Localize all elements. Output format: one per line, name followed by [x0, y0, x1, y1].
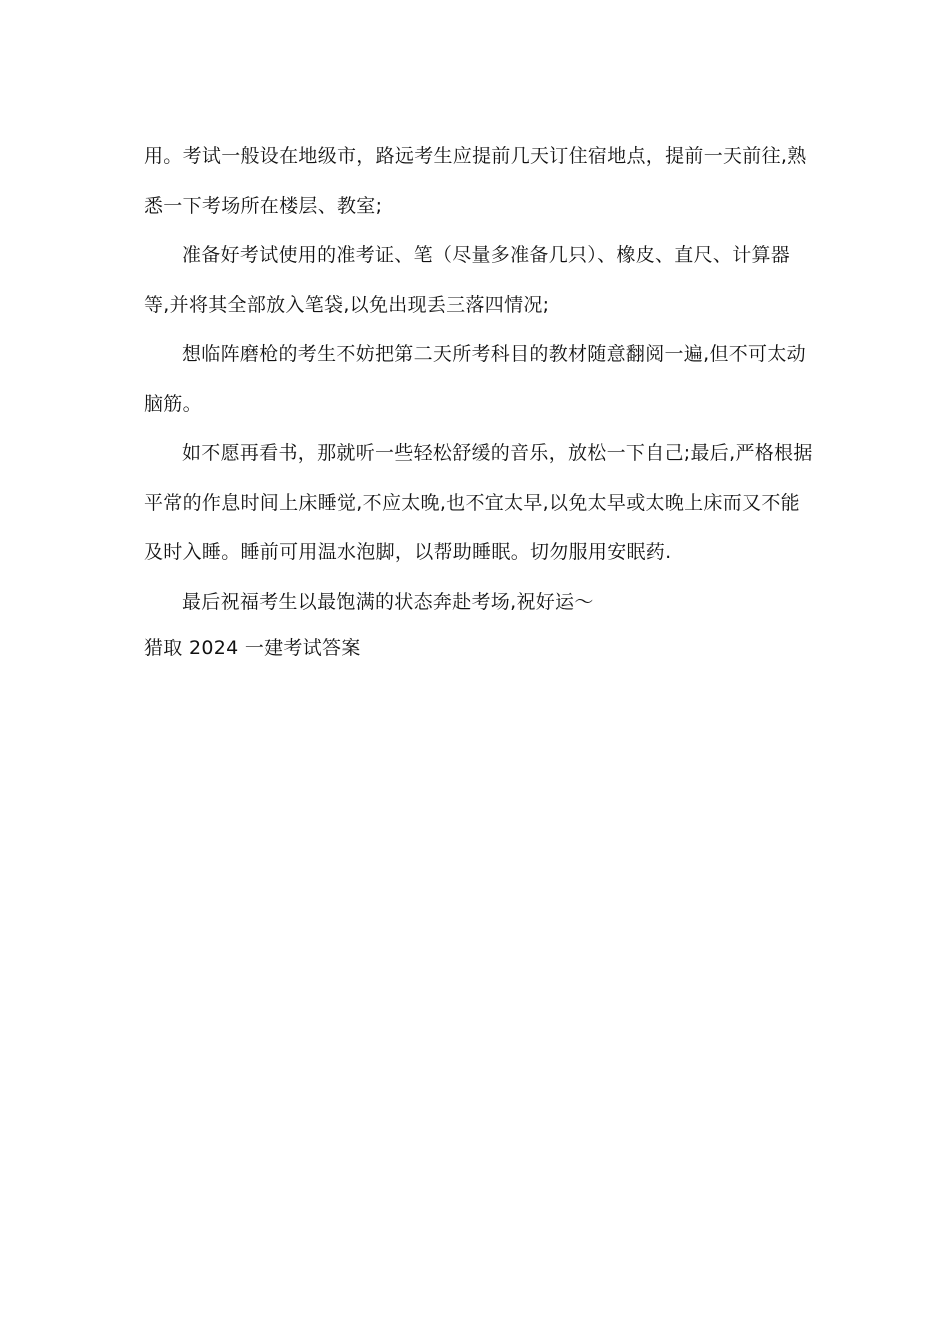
paragraph-line: 平常的作息时间上床睡觉,不应太晚,也不宜太早,以免太早或太晚上床而又不能: [144, 491, 800, 514]
paragraph-line: 等,并将其全部放入笔袋,以免出现丢三落四情况;: [144, 293, 550, 316]
paragraph-line: 用。考试一般设在地级市，路远考生应提前几天订住宿地点，提前一天前往,熟: [144, 145, 807, 167]
document-body: [144, 132, 813, 674]
paragraph-line: 最后祝福考生以最饱满的状态奔赴考场,祝好运～: [182, 590, 594, 613]
paragraph-line: 准备好考试使用的准考证、笔（尽量多准备几只）、橡皮、直尺、计算器: [182, 244, 791, 266]
paragraph-line: 悉一下考场所在楼层、教室;: [144, 194, 383, 217]
paragraph-line: 想临阵磨枪的考生不妨把第二天所考科目的教材随意翻阅一遍,但不可太动: [182, 343, 806, 365]
paragraph-line: 及时入睡。睡前可用温水泡脚，以帮助睡眠。切勿服用安眠药.: [144, 541, 672, 563]
paragraph-line: 如不愿再看书，那就听一些轻松舒缓的音乐，放松一下自己;最后,严格根据: [182, 442, 813, 464]
footer-heading: 猎取 2024 一建考试答案: [144, 637, 361, 659]
paragraph-line: 脑筋。: [144, 392, 202, 415]
